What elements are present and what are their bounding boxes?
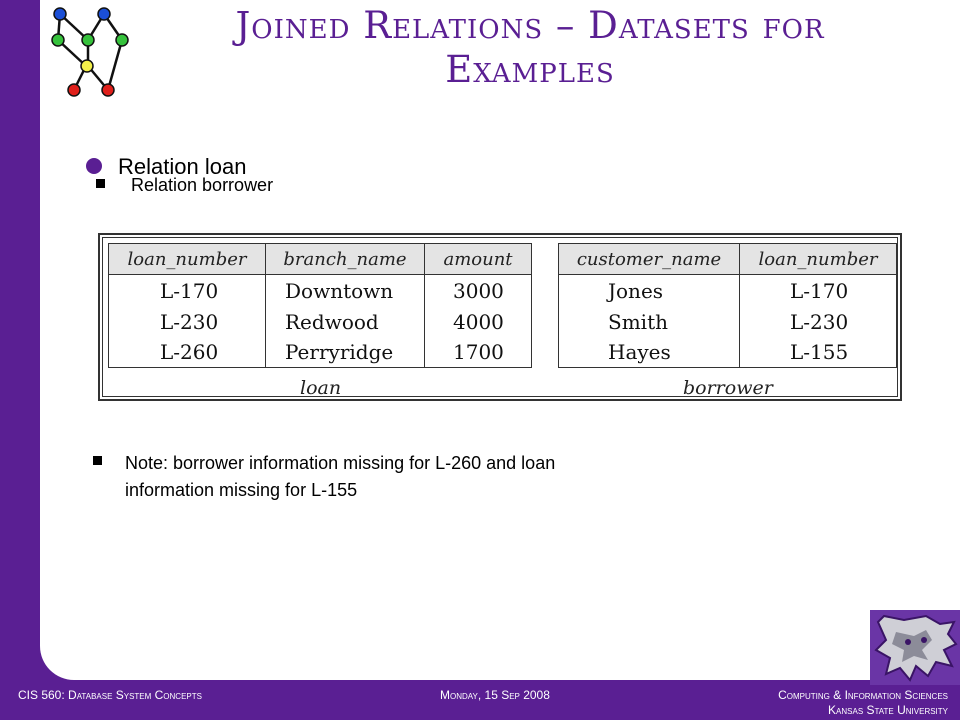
- table-cell: L-170: [160, 279, 219, 303]
- table-cell: L-170: [790, 279, 849, 303]
- borrower-body-row: [559, 275, 897, 368]
- wildcat-logo: [870, 610, 960, 685]
- relations-figure: [98, 233, 902, 401]
- table-cell: L-230: [790, 309, 849, 334]
- table-cell: Jones: [608, 279, 664, 303]
- loan-header-row: [109, 244, 532, 275]
- customer-name-column: [559, 275, 740, 368]
- table-cell: Redwood: [285, 309, 379, 334]
- footer-course: CIS 560: Database System Concepts: [18, 688, 202, 702]
- table-cell: L-260: [160, 340, 219, 364]
- loan-col-header: amount: [425, 244, 532, 275]
- table-cell: 1700: [453, 340, 504, 364]
- title-line-2: Examples: [445, 48, 615, 91]
- borrower-caption: borrower: [683, 377, 773, 399]
- table-cell: L-230: [160, 309, 219, 334]
- loan-body-row: [109, 275, 532, 368]
- borrower-col-header: loan_number: [740, 244, 897, 275]
- table-cell: 4000: [453, 309, 504, 334]
- table-cell: Perryridge: [285, 340, 394, 364]
- branch-name-column: [266, 275, 425, 368]
- note-line-1: Note: borrower information missing for L-260 and loan: [125, 453, 556, 473]
- table-cell: Downtown: [285, 279, 394, 303]
- borrower-col-header: customer_name: [559, 244, 740, 275]
- loan-table: [108, 243, 532, 368]
- table-cell: Hayes: [608, 340, 671, 364]
- slide-title: [160, 4, 900, 92]
- borrower-header-row: [559, 244, 897, 275]
- loan-col-header: loan_number: [109, 244, 266, 275]
- footer-department: Computing & Information Sciences: [778, 688, 948, 702]
- bullet-square-icon: [96, 179, 105, 188]
- bullet-relation-loan: Relation loan: [118, 154, 247, 179]
- bullet-relation-borrower: Relation borrower: [131, 175, 274, 195]
- bullet-square-icon: [93, 456, 102, 465]
- loan-caption: loan: [300, 377, 342, 399]
- table-cell: 3000: [453, 279, 504, 303]
- loan-number-column: [109, 275, 266, 368]
- table-cell: Smith: [608, 309, 668, 334]
- table-cell: L-155: [790, 340, 849, 364]
- amount-column: [425, 275, 532, 368]
- borrower-table: [558, 243, 897, 368]
- node-graph-icon: [46, 4, 136, 100]
- footer-date: Monday, 15 Sep 2008: [440, 688, 550, 702]
- title-line-1: Joined Relations – Datasets for: [235, 4, 825, 47]
- footer-university: Kansas State University: [828, 703, 948, 717]
- note-text: [125, 450, 725, 504]
- loan-col-header: branch_name: [266, 244, 425, 275]
- note-line-2: information missing for L-155: [125, 480, 358, 500]
- borrower-loan-number-column: [740, 275, 897, 368]
- bullet-dot-icon: [86, 158, 102, 174]
